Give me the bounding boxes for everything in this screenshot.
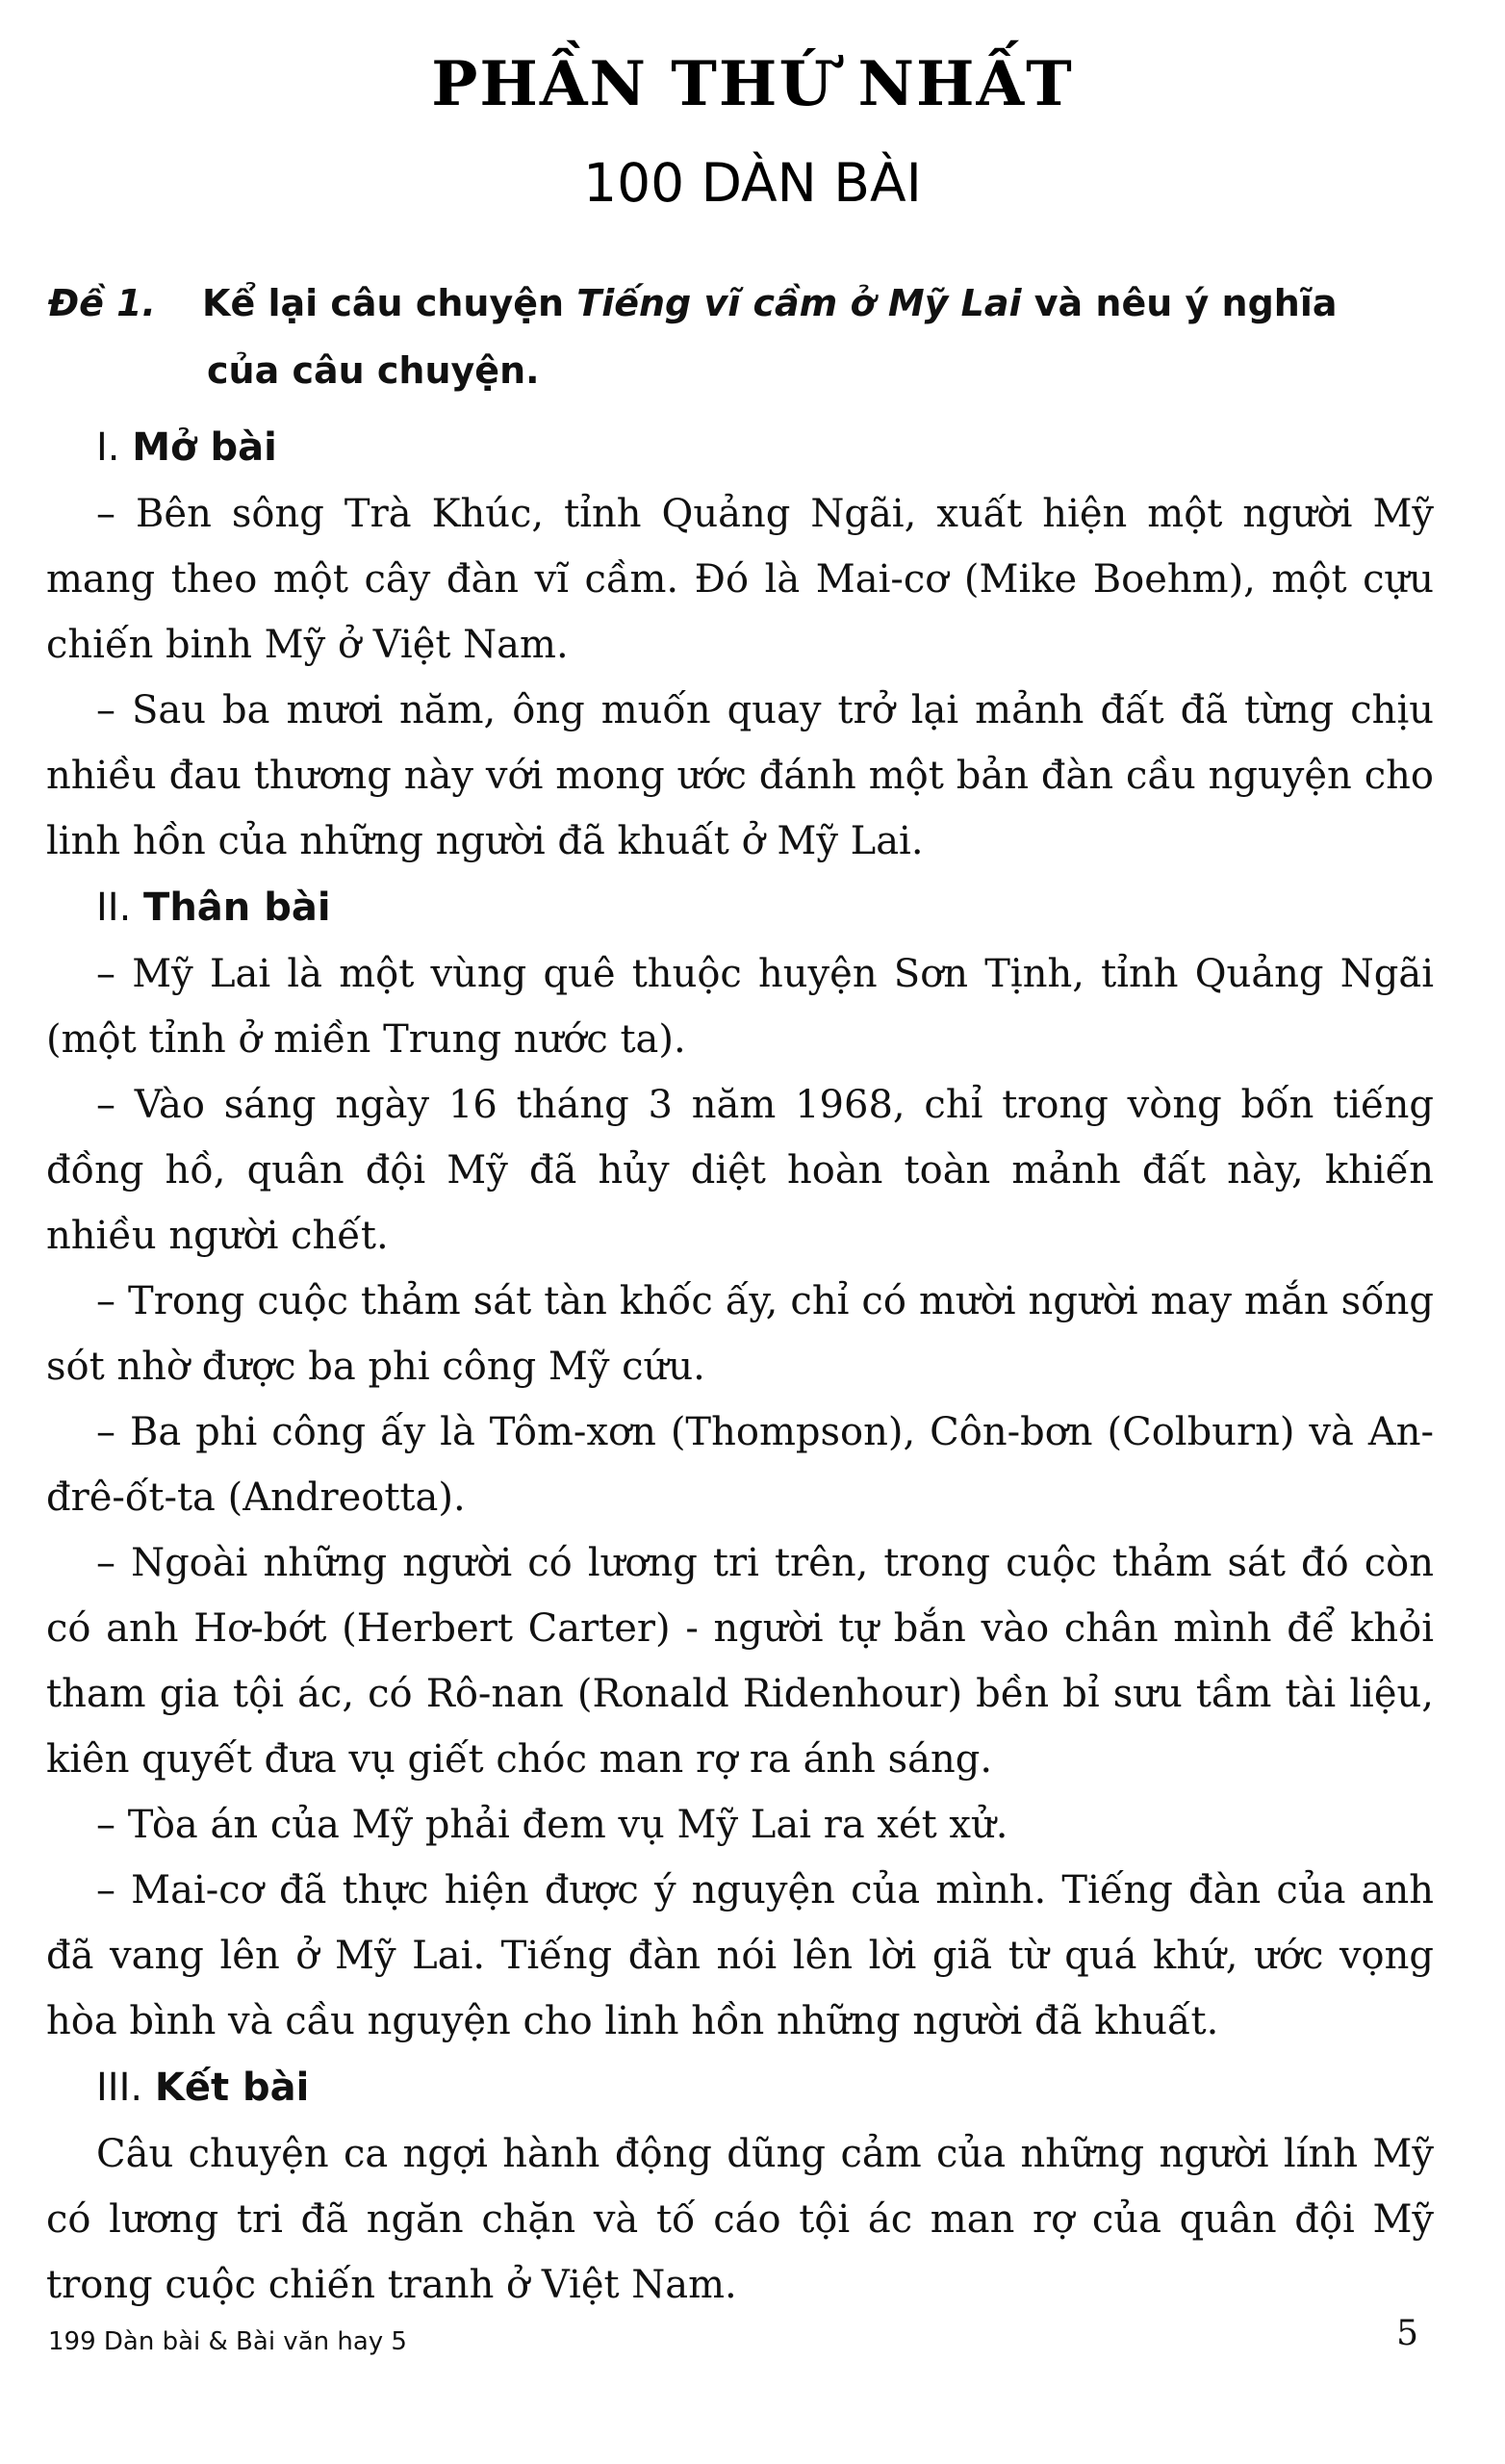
paragraph: – Tòa án của Mỹ phải đem vụ Mỹ Lai ra xét xử. (96, 1803, 1008, 1847)
paragraph: – Trong cuộc thảm sát tàn khốc ấy, chỉ có mười người may mắn sống sót nhờ được ba phi công Mỹ cứu. (46, 1279, 1434, 1389)
paragraph: – Mỹ Lai là một vùng quê thuộc huyện Sơn Tịnh, tỉnh Quảng Ngãi (một tỉnh ở miền Trung nước ta). (46, 952, 1434, 1062)
topic-line-1 (48, 270, 1434, 337)
section-heading (96, 874, 1434, 941)
section-heading (96, 414, 1434, 481)
heading-text: Mở bài (132, 425, 277, 470)
footer-book-title: 199 Dàn bài & Bài văn hay 5 (48, 2327, 407, 2356)
topic-prompt (48, 270, 1434, 404)
paragraph: – Bên sông Trà Khúc, tỉnh Quảng Ngãi, xuất hiện một người Mỹ mang theo một cây đàn vĩ cầm. Đó là Mai-cơ (Mike Boehm), một cựu chiến binh Mỹ ở Việt Nam. (46, 492, 1434, 667)
paragraph: – Ba phi công ấy là Tôm-xơn (Thompson), Côn-bơn (Colburn) và An-đrê-ốt-ta (Andreotta). (46, 1410, 1434, 1520)
section-body (46, 874, 1434, 2054)
paragraph: – Sau ba mươi năm, ông muốn quay trở lại mảnh đất đã từng chịu nhiều đau thương này với mong ước đánh một bản đàn cầu nguyện cho linh hồn của những người đã khuất ở Mỹ Lai. (46, 688, 1434, 863)
topic-label: Đề 1. (48, 282, 156, 324)
heading-text: Thân bài (143, 886, 331, 930)
paragraph: – Mai-cơ đã thực hiện được ý nguyện của mình. Tiếng đàn của anh đã vang lên ở Mỹ Lai. Tiếng đàn nói lên lời giã từ quá khứ, ước vọng hòa bình và cầu nguyện cho linh hồn những người đã khuất. (46, 1868, 1434, 2043)
page-number: 5 (1396, 2314, 1418, 2353)
section-conclusion (46, 2054, 1434, 2318)
section-title: 100 DÀN BÀI (583, 152, 922, 214)
heading-text: Kết bài (154, 2066, 310, 2110)
topic-line-2: của câu chuyện. (207, 349, 540, 392)
section-heading (96, 2054, 1434, 2121)
paragraph: Câu chuyện ca ngợi hành động dũng cảm của những người lính Mỹ có lương tri đã ngăn chặn và tố cáo tội ác man rợ của quân đội Mỹ trong cuộc chiến tranh ở Việt Nam. (46, 2132, 1434, 2307)
heading-number: II. (96, 886, 132, 930)
part-title: PHẦN THỨ NHẤT (431, 48, 1074, 120)
section-intro (46, 414, 1434, 874)
story-title: Tiếng vĩ cầm ở Mỹ Lai (576, 282, 1022, 324)
topic-text-before: Kể lại câu chuyện (202, 282, 577, 324)
heading-number: I. (96, 425, 120, 470)
heading-number: III. (96, 2066, 143, 2110)
paragraph: – Ngoài những người có lương tri trên, trong cuộc thảm sát đó còn có anh Hơ-bớt (Herbert Carter) - người tự bắn vào chân mình để khỏi tham gia tội ác, có Rô-nan (Ronald Ridenhour) bền bỉ sưu tầm tài liệu, kiên quyết đưa vụ giết chóc man rợ ra ánh sáng. (46, 1541, 1434, 1782)
outline-body (46, 414, 1434, 2318)
topic-text-after: và nêu ý nghĩa (1021, 282, 1338, 324)
paragraph: – Vào sáng ngày 16 tháng 3 năm 1968, chỉ trong vòng bốn tiếng đồng hồ, quân đội Mỹ đã hủy diệt hoàn toàn mảnh đất này, khiến nhiều người chết. (46, 1083, 1434, 1258)
